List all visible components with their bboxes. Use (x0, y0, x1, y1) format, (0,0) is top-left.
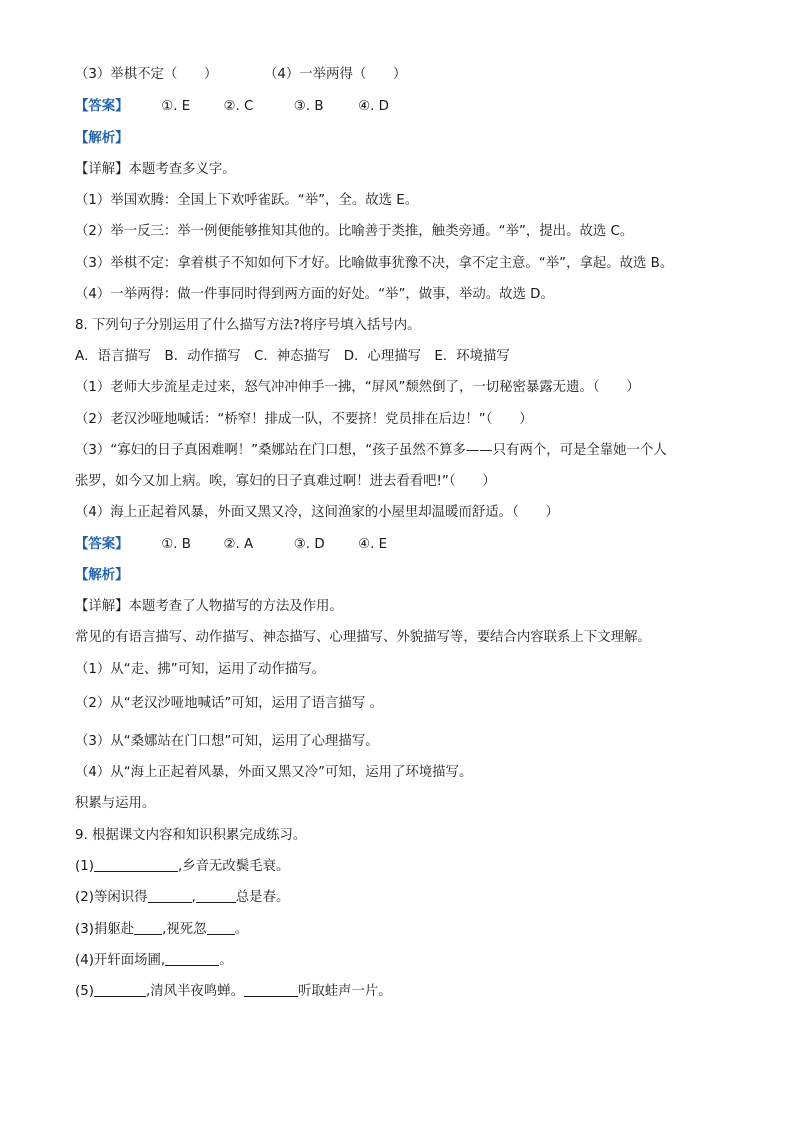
q9-line-1-number: (1) (75, 859, 94, 874)
answer-4: ④. D (358, 99, 389, 114)
q8-explanation-2: （2）从“老汉沙哑地喊话”可知，运用了语言描写 。 (75, 696, 383, 711)
answer-2: ②. A (223, 537, 254, 552)
q9-line-4-end: 。 (219, 953, 233, 968)
q8-common-methods: 常见的有语言描写、动作描写、神态描写、心理描写、外貌描写等，要结合内容联系上下文理解。 (75, 630, 651, 645)
answer-3: ③. D (293, 537, 325, 552)
fill-blank[interactable] (134, 920, 162, 935)
answer-tag: 【答案】 (75, 537, 129, 552)
q8-options: A．语言描写 B．动作描写 C．神态描写 D．心理描写 E．环境描写 (75, 349, 510, 364)
q9-line-3-text-b: ,视死忽 (162, 922, 207, 937)
q9-line-2-text-b: 总是春。 (235, 890, 290, 905)
q7-explanation-3: （3）举棋不定：拿着棋子不知如何下才好。比喻做事犹豫不决，拿不定主意。“举”，拿起。故选 B。 (75, 256, 674, 271)
q7-answer-row (75, 97, 389, 117)
section-heading: 积累与运用。 (75, 796, 156, 811)
q9-line-2 (75, 888, 289, 908)
answer-2: ②. C (223, 99, 254, 114)
q7-item-3: （3）举棋不定（ ） (75, 67, 218, 82)
q7-item-4: （4）一举两得（ ） (263, 67, 407, 82)
q8-sentence-3a: （3）“寡妇的日子真困难啊！”桑娜站在门口想，“孩子虽然不算多——只有两个，可是全靠她一个人 (75, 443, 667, 458)
fill-blank[interactable] (207, 920, 235, 935)
q9-line-4 (75, 951, 233, 971)
fill-blank[interactable] (196, 888, 236, 903)
q7-items (75, 65, 406, 85)
q7-explanation-2: （2）举一反三：举一例便能够推知其他的。比喻善于类推，触类旁通。“举”，提出。故选 C。 (75, 224, 634, 239)
q9-line-5-number: (5) (75, 984, 94, 999)
answer-4: ④. E (358, 537, 388, 552)
fill-blank[interactable] (165, 951, 219, 966)
q9-line-2-comma: , (191, 890, 196, 905)
q7-explanation-4: （4）一举两得：做一件事同时得到两方面的好处。“举”，做事，举动。故选 D。 (75, 287, 554, 302)
q9-stem: 9. 根据课文内容和知识积累完成练习。 (75, 828, 307, 843)
q8-sentence-2: （2）老汉沙哑地喊话：“桥窄！排成一队，不要挤！党员排在后边！”（ ） (75, 412, 533, 427)
q8-explanation-3: （3）从“桑娜站在门口想”可知，运用了心理描写。 (75, 734, 379, 749)
q9-line-5-text-a: ,清风半夜鸣蝉。 (145, 984, 244, 999)
q8-explanation-4: （4）从“海上正起着风暴，外面又黑又冷”可知，运用了环境描写。 (75, 765, 473, 780)
fill-blank[interactable] (94, 982, 146, 997)
q9-line-3-end: 。 (234, 922, 248, 937)
q9-line-4-text: (4)开轩面场圃, (75, 953, 166, 968)
q7-explanation-1: （1）举国欢腾：全国上下欢呼雀跃。“举”，全。故选 E。 (75, 193, 419, 208)
fill-blank[interactable] (148, 888, 192, 903)
q9-line-3 (75, 920, 248, 940)
answer-3: ③. B (293, 99, 324, 114)
q9-line-2-text-a: (2)等闲识得 (75, 890, 148, 905)
analysis-tag: 【解析】 (75, 131, 129, 146)
q8-answer-row (75, 535, 387, 555)
answer-1: ①. B (161, 537, 191, 552)
answer-1: ①. E (161, 99, 191, 114)
q9-line-1-text: ,乡音无改鬓毛衰。 (177, 859, 290, 874)
q9-line-3-text-a: (3)捐躯赴 (75, 922, 135, 937)
fill-blank[interactable] (244, 982, 298, 997)
q7-detail: 【详解】本题考查多义字。 (75, 162, 236, 177)
q8-sentence-1: （1）老师大步流星走过来，怒气冲冲伸手一拂，“屏风”颓然倒了，一切秘密暴露无遗。（ ） (75, 380, 640, 395)
fill-blank[interactable] (94, 857, 178, 872)
q8-stem: 8. 下列句子分别运用了什么描写方法?将序号填入括号内。 (75, 318, 421, 333)
q8-detail: 【详解】本题考查了人物描写的方法及作用。 (75, 599, 343, 614)
q9-line-1 (75, 857, 289, 877)
q8-sentence-4: （4）海上正起着风暴，外面又黑又冷，这间渔家的小屋里却温暖而舒适。（ ） (75, 505, 559, 520)
q8-sentence-3b: 张罗，如今又加上病。唉，寡妇的日子真难过啊！进去看看吧!”（ ） (75, 474, 496, 489)
answer-tag: 【答案】 (75, 99, 129, 114)
q8-explanation-1: （1）从“走、拂”可知，运用了动作描写。 (75, 662, 326, 677)
q9-line-5-text-b: 听取蛙声一片。 (297, 984, 392, 999)
q9-line-5 (75, 982, 392, 1002)
analysis-tag: 【解析】 (75, 568, 129, 583)
